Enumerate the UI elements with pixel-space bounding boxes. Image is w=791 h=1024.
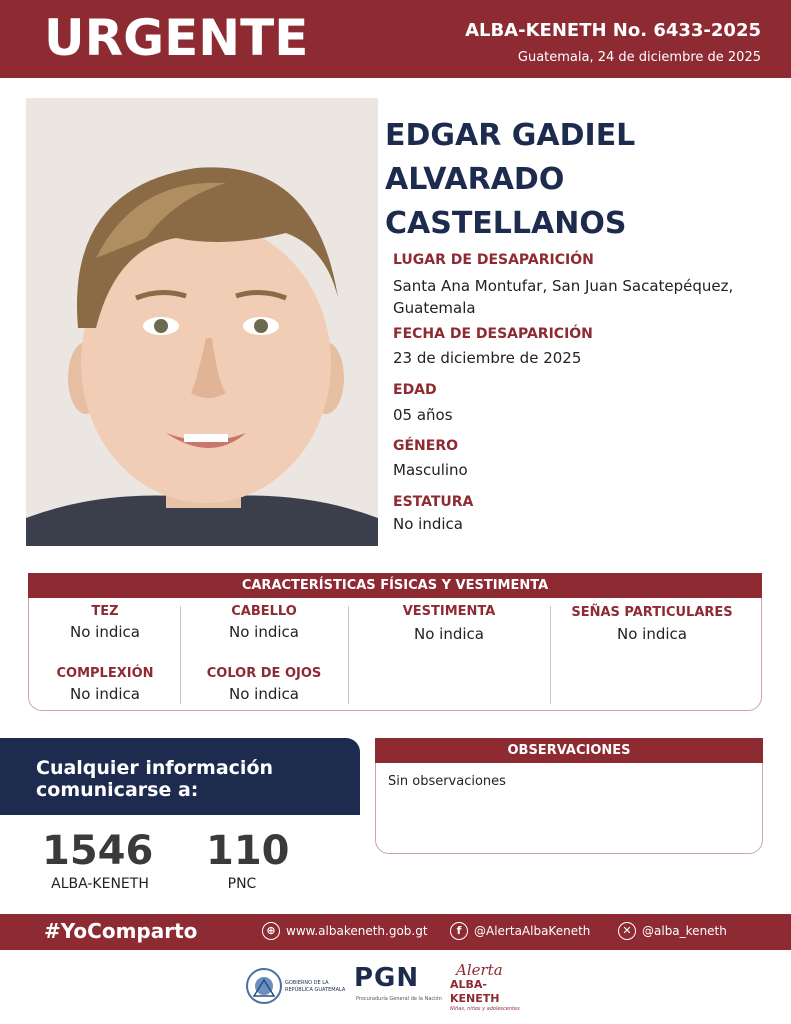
contact-line-1: Cualquier información (36, 757, 274, 779)
height-value: No indica (393, 515, 463, 533)
tez-label: TEZ (91, 604, 119, 619)
divider-2 (348, 606, 349, 704)
divider-1 (180, 606, 181, 704)
hashtag: #YoComparto (44, 919, 198, 943)
senas-value: No indica (617, 625, 687, 643)
missing-person-name (385, 114, 785, 246)
x-icon: ✕ (618, 922, 636, 940)
x-link[interactable] (618, 922, 727, 940)
child-photo (26, 98, 378, 546)
website-link[interactable] (262, 922, 428, 940)
cabello-value: No indica (229, 623, 299, 641)
place-label: LUGAR DE DESAPARICIÓN (393, 252, 594, 268)
urgent-title: URGENTE (44, 9, 309, 67)
phone-alba-keneth: 1546 (42, 828, 154, 874)
alerta-logo-top: Alerta (456, 961, 503, 979)
alerta-logo-main: ALBA-KENETH (450, 978, 500, 1005)
child-portrait-illustration (26, 98, 378, 546)
characteristics-title: CARACTERÍSTICAS FÍSICAS Y VESTIMENTA (28, 573, 762, 598)
pgn-logo: PGN (354, 963, 420, 993)
globe-icon: ⊕ (262, 922, 280, 940)
phone-pnc: 110 (206, 828, 290, 874)
alerta-logo-sub: Niñas, niños y adolescentes (450, 1006, 520, 1012)
contact-line-2: comunicarse a: (36, 779, 199, 801)
senas-label: SEÑAS PARTICULARES (571, 605, 733, 620)
tez-value: No indica (70, 623, 140, 641)
vestimenta-value: No indica (414, 625, 484, 643)
height-label: ESTATURA (393, 494, 474, 510)
government-logo-text: GOBIERNO DE LA REPÚBLICA GUATEMALA (285, 980, 346, 993)
divider-3 (550, 606, 551, 704)
name-line-2: ALVARADO (385, 162, 565, 197)
age-value: 05 años (393, 406, 453, 424)
place-value-line-1: Santa Ana Montufar, San Juan Sacatepéquez, (393, 277, 734, 295)
phone-alba-keneth-label: ALBA-KENETH (51, 876, 149, 892)
gender-value: Masculino (393, 461, 468, 479)
observations-text: Sin observaciones (388, 774, 506, 789)
date-label: FECHA DE DESAPARICIÓN (393, 326, 593, 342)
guatemala-coat-of-arms-icon (244, 966, 284, 1006)
name-line-1: EDGAR GADIEL (385, 118, 636, 153)
facebook-icon: f (450, 922, 468, 940)
gender-label: GÉNERO (393, 438, 459, 454)
cabello-label: CABELLO (231, 604, 297, 619)
complexion-value: No indica (70, 685, 140, 703)
pgn-subtitle: Procuraduría General de la Nación (356, 996, 442, 1002)
facebook-link[interactable] (450, 922, 590, 940)
alba-keneth-logo (450, 962, 530, 1012)
place-value-line-2: Guatemala (393, 299, 476, 317)
x-text: @alba_keneth (642, 924, 727, 938)
name-line-3: CASTELLANOS (385, 206, 627, 241)
vestimenta-label: VESTIMENTA (402, 604, 496, 619)
complexion-label: COMPLEXIÓN (56, 666, 154, 681)
website-text: www.albakeneth.gob.gt (286, 924, 428, 938)
ojos-value: No indica (229, 685, 299, 703)
age-label: EDAD (393, 382, 437, 398)
alert-date: Guatemala, 24 de diciembre de 2025 (517, 50, 761, 65)
alert-number: ALBA-KENETH No. 6433-2025 (465, 20, 761, 41)
ojos-label: COLOR DE OJOS (206, 666, 322, 681)
date-value: 23 de diciembre de 2025 (393, 349, 582, 367)
phone-pnc-label: PNC (227, 876, 257, 892)
contact-info-text (36, 757, 356, 801)
observations-title: OBSERVACIONES (375, 738, 763, 763)
facebook-text: @AlertaAlbaKeneth (474, 924, 591, 938)
